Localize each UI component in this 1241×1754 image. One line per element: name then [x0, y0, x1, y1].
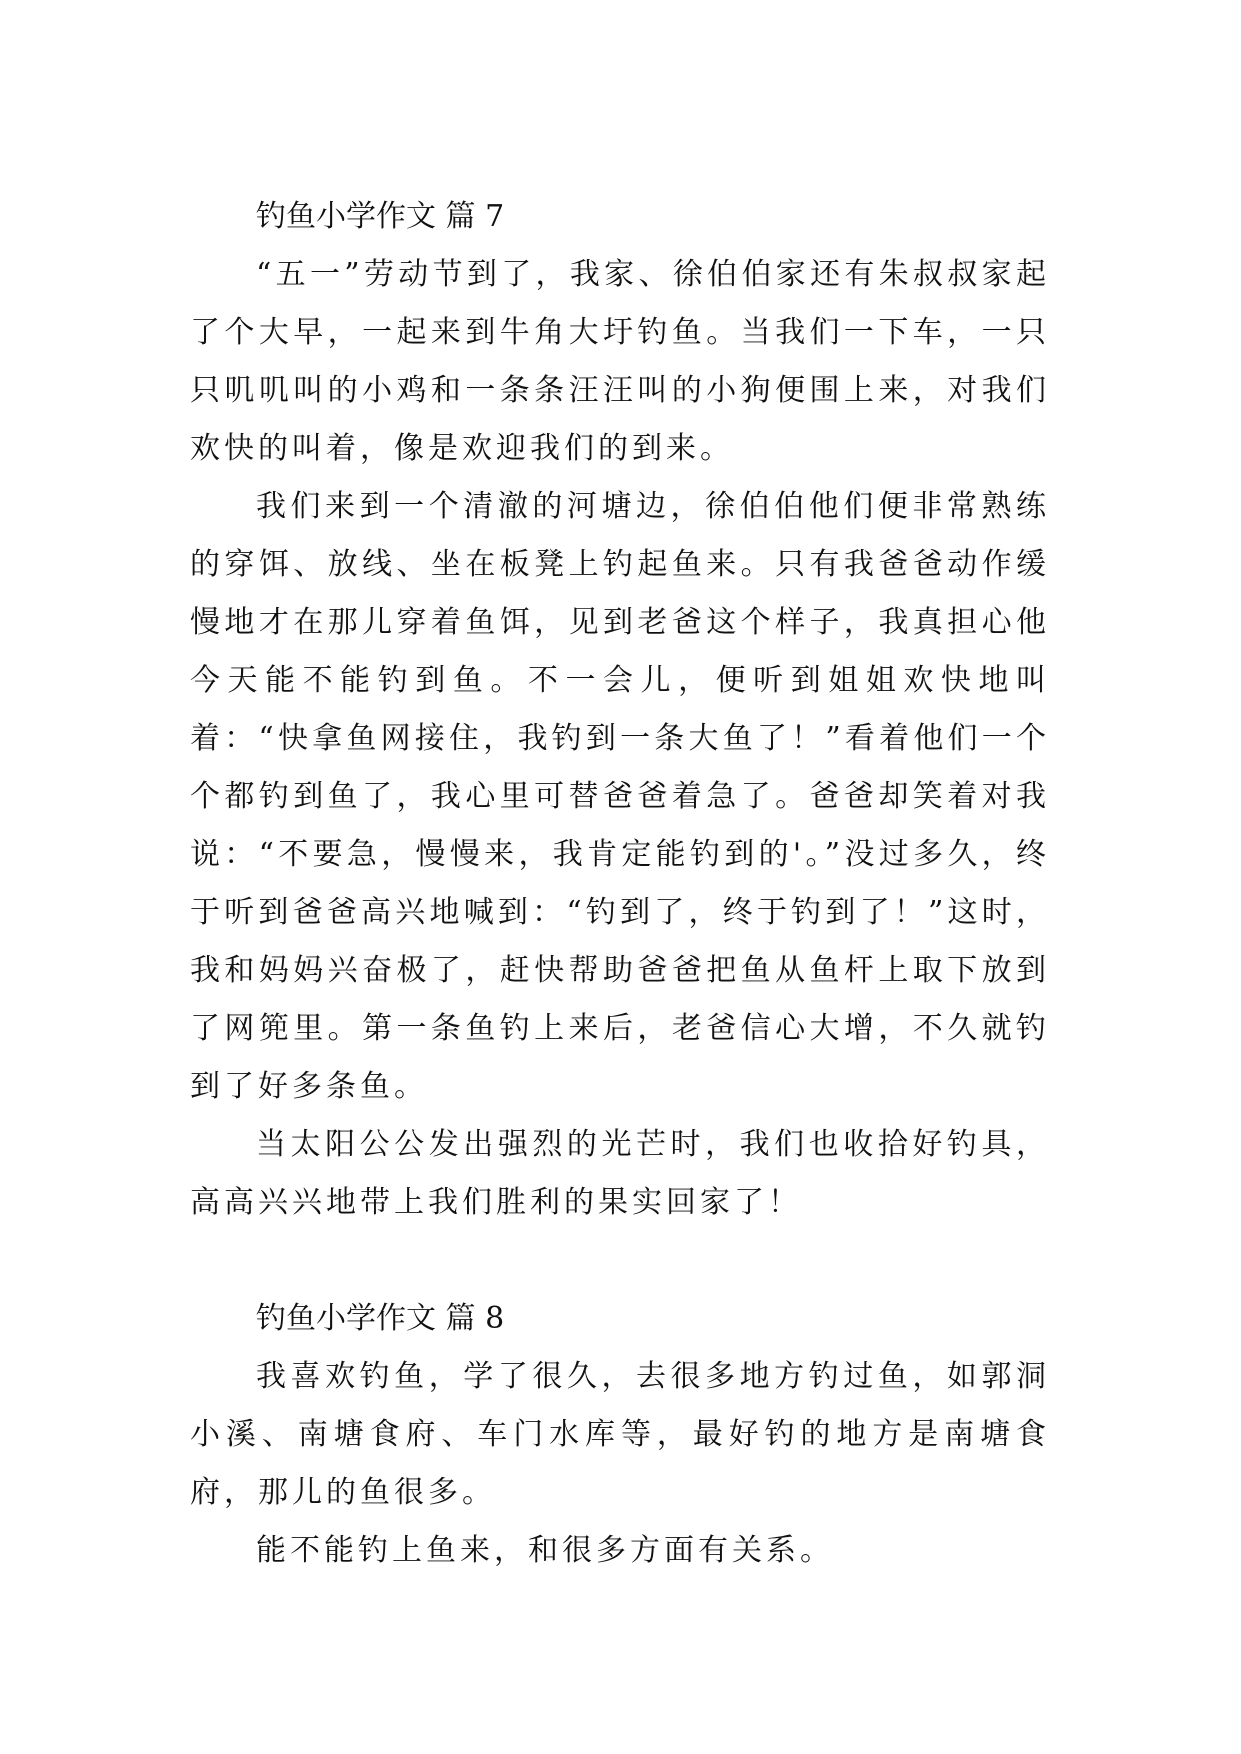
paragraph: 能不能钓上鱼来，和很多方面有关系。 — [256, 1533, 834, 1568]
document-page — [190, 188, 1050, 1580]
section-title: 钓鱼小学作文 篇 8 — [256, 1301, 505, 1336]
essay-section-8 — [190, 1290, 1050, 1580]
paragraph: 我喜欢钓鱼，学了很久，去很多地方钓过鱼，如郭洞小溪、南塘食府、车门水库等，最好钓的地方是南塘食府，那儿的鱼很多。 — [190, 1359, 1050, 1510]
section-spacer — [190, 1232, 1050, 1290]
section-title: 钓鱼小学作文 篇 7 — [256, 199, 505, 234]
paragraph: 我们来到一个清澈的河塘边，徐伯伯他们便非常熟练的穿饵、放线、坐在板凳上钓起鱼来。只有我爸爸动作缓慢地才在那儿穿着鱼饵，见到老爸这个样子，我真担心他今天能不能钓到鱼。不一会儿，便听到姐姐欢快地叫着：“快拿鱼网接住，我钓到一条大鱼了！”看着他们一个个都钓到鱼了，我心里可替爸爸着急了。爸爸却笑着对我说：“不要急，慢慢来，我肯定能钓到的'。”没过多久，终于听到爸爸高兴地喊到：“钓到了，终于钓到了！”这时，我和妈妈兴奋极了，赶快帮助爸爸把鱼从鱼杆上取下放到了网篼里。第一条鱼钓上来后，老爸信心大增，不久就钓到了好多条鱼。 — [190, 489, 1050, 1104]
paragraph: “五一”劳动节到了，我家、徐伯伯家还有朱叔叔家起了个大早，一起来到牛角大圩钓鱼。当我们一下车，一只只叽叽叫的小鸡和一条条汪汪叫的小狗便围上来，对我们欢快的叫着，像是欢迎我们的到来。 — [190, 257, 1050, 466]
essay-section-7 — [190, 188, 1050, 1232]
paragraph: 当太阳公公发出强烈的光芒时，我们也收拾好钓具，高高兴兴地带上我们胜利的果实回家了！ — [190, 1127, 1050, 1220]
